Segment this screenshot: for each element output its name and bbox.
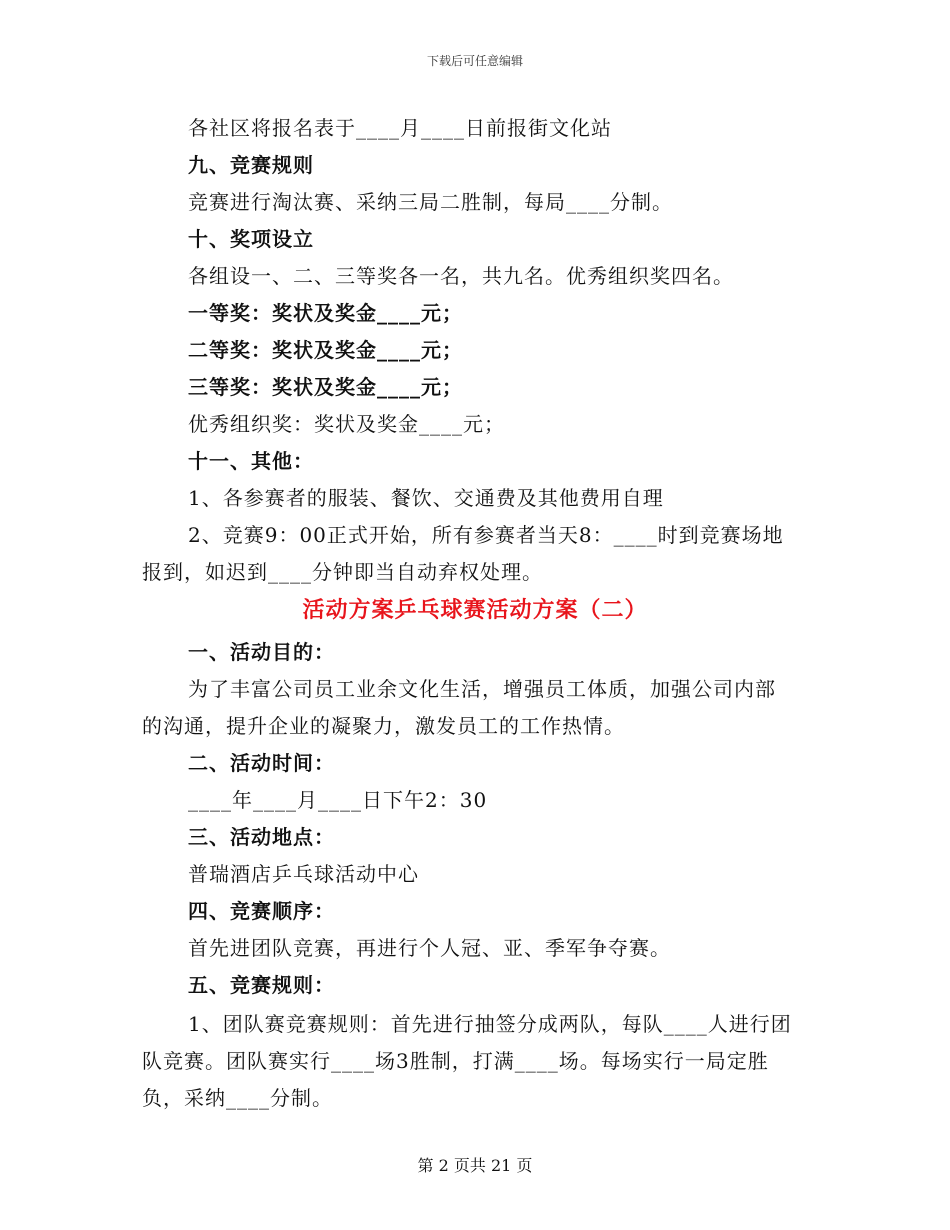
text-line: ____年____月____日下午2：30 [188, 788, 488, 812]
page-header: 下载后可任意编辑 [426, 54, 523, 68]
section-title: 活动方案乒乓球赛活动方案（二） [302, 597, 648, 623]
section-heading: 四、竞赛顺序： [188, 899, 335, 923]
text-line: 普瑞酒店乒乓球活动中心 [188, 862, 419, 886]
prize-line-first: 一等奖：奖状及奖金____元； [188, 301, 463, 325]
page-footer: 第 2 页共 21 页 [417, 1156, 533, 1175]
prize-line-organization: 优秀组织奖：奖状及奖金____元； [188, 412, 505, 436]
prize-line-second: 二等奖：奖状及奖金____元； [188, 338, 463, 362]
text-line: 负，采纳____分制。 [142, 1086, 333, 1110]
section-heading: 九、竞赛规则 [188, 153, 314, 177]
text-line: 竞赛进行淘汰赛、采纳三局二胜制，每局____分制。 [188, 190, 673, 214]
text-line: 2、竞赛9：00正式开始，所有参赛者当天8：____时到竞赛场地 [188, 523, 784, 547]
section-heading: 二、活动时间： [188, 751, 335, 775]
text-line: 1、各参赛者的服装、餐饮、交通费及其他费用自理 [188, 486, 664, 510]
text-line: 为了丰富公司员工业余文化生活，增强员工体质，加强公司内部 [188, 677, 776, 701]
text-line: 队竞赛。团队赛实行____场3胜制，打满____场。每场实行一局定胜 [142, 1049, 769, 1073]
section-heading: 三、活动地点： [188, 825, 335, 849]
section-heading: 十、奖项设立 [188, 227, 314, 251]
text-line: 各社区将报名表于____月____日前报街文化站 [188, 116, 612, 140]
section-heading: 一、活动目的： [188, 640, 335, 664]
prize-line-third: 三等奖：奖状及奖金____元； [188, 375, 463, 399]
text-line: 报到，如迟到____分钟即当自动弃权处理。 [142, 560, 543, 584]
text-line: 的沟通，提升企业的凝聚力，激发员工的工作热情。 [142, 714, 625, 738]
section-heading: 十一、其他： [188, 449, 314, 473]
section-heading: 五、竞赛规则： [188, 973, 335, 997]
text-line: 1、团队赛竞赛规则：首先进行抽签分成两队，每队____人进行团 [188, 1012, 792, 1036]
text-line: 首先进团队竞赛，再进行个人冠、亚、季军争夺赛。 [188, 936, 671, 960]
text-line: 各组设一、二、三等奖各一名，共九名。优秀组织奖四名。 [188, 264, 734, 288]
